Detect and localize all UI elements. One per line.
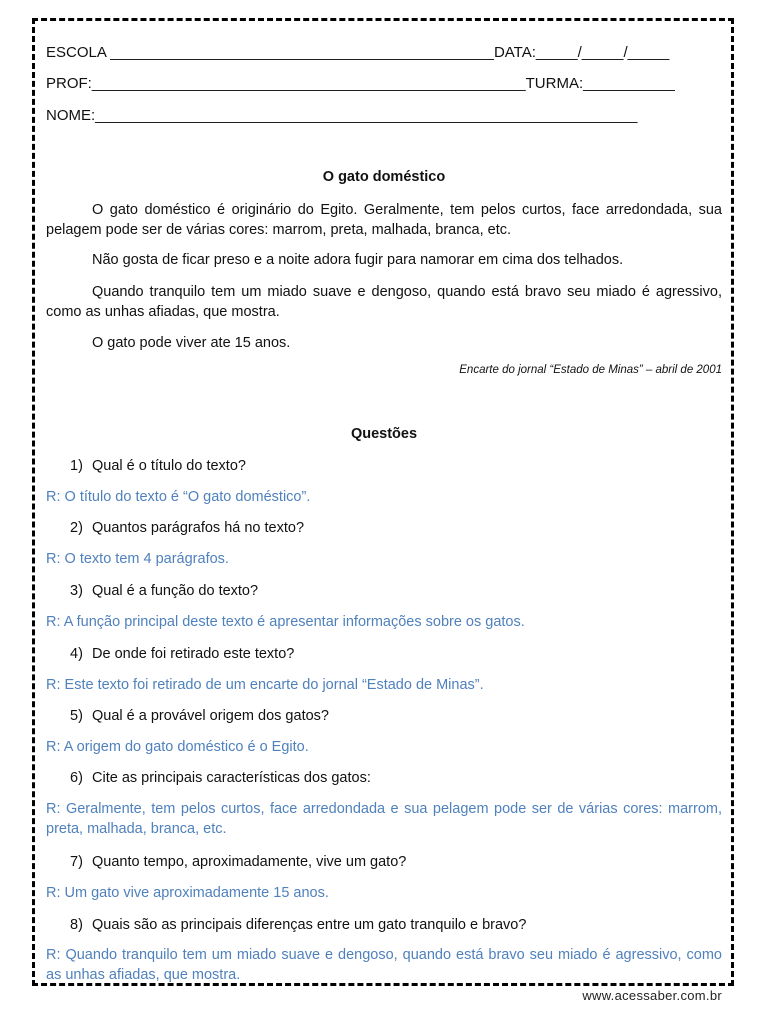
source-citation: Encarte do jornal “Estado de Minas” – abril de 2001	[459, 364, 722, 376]
question-number: 1)	[70, 458, 83, 474]
text-title: O gato doméstico	[322, 169, 446, 185]
question-text: Quantos parágrafos há no texto?	[92, 520, 305, 536]
question-6	[70, 768, 720, 788]
footer-website-link[interactable]: www.acessaber.com.br	[582, 988, 722, 1003]
question-7	[70, 852, 720, 872]
answer-1: R: O título do texto é “O gato doméstico”.	[46, 489, 311, 505]
question-8	[70, 915, 720, 935]
paragraph-3: Quando tranquilo tem um miado suave e dengoso, quando está bravo seu miado é agressivo, como as unhas afiadas, que mostra.	[46, 284, 722, 320]
answer-5: R: A origem do gato doméstico é o Egito.	[46, 739, 309, 755]
paragraph-1: O gato doméstico é originário do Egito. Geralmente, tem pelos curtos, face arredondada, sua pelagem pode ser de várias cores: marrom, preta, malhada, branca, etc.	[46, 202, 722, 238]
question-text: Quanto tempo, aproximadamente, vive um gato?	[92, 854, 407, 870]
question-1	[70, 456, 720, 476]
paragraph-2: Não gosta de ficar preso e a noite adora fugir para namorar em cima dos telhados.	[92, 252, 624, 268]
paragraph-4: O gato pode viver ate 15 anos.	[92, 335, 291, 351]
question-number: 3)	[70, 583, 83, 599]
answer-2: R: O texto tem 4 parágrafos.	[46, 551, 229, 567]
question-number: 2)	[70, 520, 83, 536]
question-4	[70, 644, 720, 664]
question-number: 6)	[70, 770, 83, 786]
question-text: Cite as principais características dos gatos:	[92, 770, 371, 786]
prof-turma-line: PROF:____________________________________________________TURMA:___________	[46, 75, 675, 92]
answer-8: R: Quando tranquilo tem um miado suave e dengoso, quando está bravo seu miado é agressivo, como as unhas afiadas, que mostra.	[46, 947, 722, 983]
question-number: 4)	[70, 646, 83, 662]
answer-3: R: A função principal deste texto é apresentar informações sobre os gatos.	[46, 614, 525, 630]
answer-6: R: Geralmente, tem pelos curtos, face arredondada e sua pelagem pode ser de várias cores: marrom, preta, malhada, branca, etc.	[46, 801, 722, 837]
questions-title: Questões	[350, 426, 418, 442]
question-3	[70, 581, 720, 601]
question-text: Quais são as principais diferenças entre um gato tranquilo e bravo?	[92, 917, 527, 933]
question-2	[70, 518, 720, 538]
question-5	[70, 706, 720, 726]
escola-data-line: ESCOLA ______________________________________________DATA:_____/_____/_____	[46, 44, 670, 61]
question-text: Qual é a provável origem dos gatos?	[92, 708, 329, 724]
nome-line: NOME:_________________________________________________________________	[46, 107, 638, 124]
question-text: De onde foi retirado este texto?	[92, 646, 295, 662]
answer-7: R: Um gato vive aproximadamente 15 anos.	[46, 885, 329, 901]
question-text: Qual é o título do texto?	[92, 458, 246, 474]
answer-4: R: Este texto foi retirado de um encarte do jornal “Estado de Minas”.	[46, 677, 484, 693]
question-number: 8)	[70, 917, 83, 933]
question-number: 5)	[70, 708, 83, 724]
question-number: 7)	[70, 854, 83, 870]
question-text: Qual é a função do texto?	[92, 583, 259, 599]
